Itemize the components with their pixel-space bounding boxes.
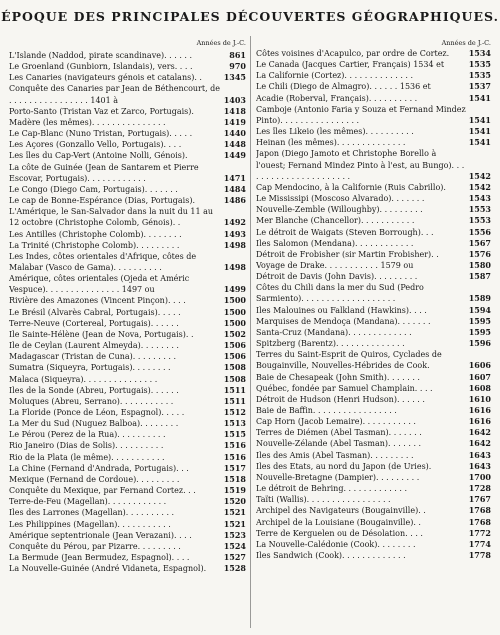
discovery-year: 1728 bbox=[468, 483, 491, 494]
discovery-text: Marquises de Mendoça (Mandana). . . . . . . bbox=[256, 316, 431, 326]
discovery-text: Iles Sandwich (Cook). . . . . . . . . . . . . bbox=[256, 551, 406, 561]
discovery-year: 1768 bbox=[468, 516, 491, 527]
column-divider bbox=[250, 36, 251, 628]
discovery-text: Le Brésil (Alvarès Cabral, Portugais). . . . . bbox=[9, 307, 181, 317]
discovery-text: Ile Sainte-Hélène (Jean de Nova, Portugais). . bbox=[9, 329, 194, 339]
discovery-year: 1778 bbox=[468, 550, 491, 561]
discovery-entry bbox=[256, 539, 491, 550]
discovery-year: 1700 bbox=[468, 471, 491, 482]
discovery-entry bbox=[256, 70, 491, 81]
discovery-entry bbox=[9, 251, 246, 273]
discovery-year: 1606 bbox=[468, 360, 491, 371]
discovery-text: Heinan (les mêmes). . . . . . . . . . . . . . bbox=[256, 138, 406, 148]
discovery-year: 1520 bbox=[223, 496, 246, 507]
discovery-entry bbox=[9, 139, 246, 150]
discovery-entry bbox=[256, 505, 491, 516]
discovery-text: Baie de Baffin. . . . . . . . . . . . . . . . . bbox=[256, 406, 397, 415]
discovery-year: 1527 bbox=[223, 552, 246, 563]
discovery-entry bbox=[256, 282, 491, 304]
discovery-text: Nouvelle-Zemble (Willoughby). . . . . . . . . bbox=[256, 205, 423, 215]
discovery-entry bbox=[9, 429, 246, 440]
discovery-year: 1523 bbox=[223, 529, 246, 540]
discovery-entry bbox=[256, 93, 491, 104]
discovery-text: Les îles du Cap-Vert (Antoine Nolli, Génois). bbox=[9, 151, 188, 161]
discovery-entry bbox=[9, 507, 246, 518]
right-column-header: Années de J.-C. bbox=[441, 39, 491, 47]
discovery-text: Iles de la Sonde (Abreu, Portugais). . . . . . bbox=[9, 385, 179, 395]
discovery-year: 1498 bbox=[223, 239, 246, 250]
discovery-year: 1419 bbox=[223, 116, 246, 127]
discovery-year: 1418 bbox=[223, 105, 246, 116]
discovery-year: 1541 bbox=[468, 126, 491, 137]
discovery-entry bbox=[256, 182, 491, 193]
discovery-text: Amérique septentrionale (Jean Verazani). . . . bbox=[9, 530, 192, 540]
discovery-entry bbox=[9, 295, 246, 306]
discovery-text: Madère (les mêmes). . . . . . . . . . . . . . . bbox=[9, 117, 166, 127]
discovery-text: Japon (Diego Jamoto et Christophe Borello à l'ouest; Fernand Mindez Pinto à l'est, au Bungo). . . . . . . . . . . . . . . . . . . . . . bbox=[256, 149, 465, 181]
discovery-year: 1643 bbox=[468, 460, 491, 471]
discovery-text: Taïti (Wallis). . . . . . . . . . . . . . . . . bbox=[256, 495, 391, 505]
discovery-entry bbox=[9, 195, 246, 206]
discovery-year: 1493 bbox=[223, 228, 246, 239]
discovery-year: 1541 bbox=[468, 114, 491, 125]
discovery-entry bbox=[256, 528, 491, 539]
discovery-year: 1587 bbox=[468, 271, 491, 282]
discovery-entry bbox=[256, 427, 491, 438]
discovery-year: 1535 bbox=[468, 70, 491, 81]
discovery-year: 1484 bbox=[223, 183, 246, 194]
discovery-text: Le détroit de Behring. . . . . . . . . . . . . bbox=[256, 484, 408, 494]
discovery-entry bbox=[256, 137, 491, 148]
discovery-entry bbox=[256, 215, 491, 226]
discovery-text: Côtes voisines d'Acapulco, par ordre de Cortez. bbox=[256, 49, 450, 58]
discovery-entry bbox=[256, 238, 491, 249]
discovery-year: 1553 bbox=[468, 204, 491, 215]
discovery-entry bbox=[256, 316, 491, 327]
discovery-year: 1774 bbox=[468, 538, 491, 549]
discovery-text: Le Canada (Jacques Cartier, Français) 1534 et bbox=[256, 60, 445, 70]
discovery-entry bbox=[9, 50, 246, 61]
discovery-year: 1541 bbox=[468, 137, 491, 148]
discovery-text: La Floride (Ponce de Léon, Espagnol). . . . . bbox=[9, 408, 185, 417]
discovery-year: 1528 bbox=[223, 563, 246, 574]
discovery-text: Voyage de Drake. . . . . . . . . . . 1579 ou bbox=[256, 260, 414, 270]
discovery-year: 1642 bbox=[468, 438, 491, 449]
discovery-text: Terre-de-Feu (Magellan). . . . . . . . . . . . bbox=[9, 497, 167, 507]
discovery-entry bbox=[256, 260, 491, 271]
discovery-text: La Chine (Fernand d'Andrada, Portugais). . . bbox=[9, 463, 189, 473]
discovery-text: Les Canaries (navigateurs génois et catalans). . bbox=[9, 73, 202, 83]
discovery-year: 1607 bbox=[468, 371, 491, 382]
discovery-entry bbox=[9, 530, 246, 541]
discovery-text: Baie de Chesapeak (John Smith). . . . . . . bbox=[256, 372, 420, 382]
discovery-text: La Trinité (Christophe Colomb). . . . . . . . . bbox=[9, 240, 180, 250]
discovery-entry bbox=[9, 240, 246, 251]
discovery-text: Québec, fondée par Samuel Champlain. . . . bbox=[256, 383, 433, 393]
discovery-year: 1517 bbox=[223, 462, 246, 473]
discovery-entry bbox=[9, 273, 246, 295]
discovery-entry bbox=[256, 461, 491, 472]
discovery-entry bbox=[256, 48, 491, 59]
discovery-year: 1449 bbox=[223, 150, 246, 161]
discovery-year: 970 bbox=[229, 61, 246, 72]
discovery-year: 1511 bbox=[223, 384, 246, 395]
discovery-text: Le Mississipi (Moscoso Alvarado). . . . . . . bbox=[256, 194, 425, 204]
discovery-year: 1567 bbox=[468, 237, 491, 248]
discovery-text: Terres du Saint-Esprit de Quiros, Cyclades de Bougainville, Nouvelles-Hébrides de Cook. bbox=[256, 350, 442, 371]
discovery-entry bbox=[9, 351, 246, 362]
discovery-entry bbox=[256, 193, 491, 204]
discovery-entry bbox=[9, 72, 246, 83]
discovery-entry bbox=[9, 452, 246, 463]
discovery-text: Les Indes, côtes orientales d'Afrique, côtes de Malabar (Vasco de Gama). . . . . . . . . . bbox=[9, 251, 197, 272]
discovery-entry bbox=[9, 418, 246, 429]
discovery-year: 1535 bbox=[468, 59, 491, 70]
discovery-text: Iles des Larrones (Magellan). . . . . . . . . . bbox=[9, 508, 175, 518]
right-column bbox=[256, 39, 491, 561]
discovery-text: Le Pérou (Perez de la Rua). . . . . . . . . . bbox=[9, 430, 166, 440]
discovery-text: Amérique, côtes orientales (Ojeda et Améric Vespuce). . . . . . . . . . . . . . . 1497 ou bbox=[9, 274, 190, 295]
discovery-text: L'Islande (Naddod, pirate scandinave). . . . . . bbox=[9, 51, 193, 60]
discovery-text: Archipel des Navigateurs (Bougainville). . bbox=[256, 506, 426, 516]
discovery-text: Les Philippines (Magellan). . . . . . . . . . . bbox=[9, 519, 171, 529]
discovery-text: Malaca (Siqueyra). . . . . . . . . . . . . . . bbox=[9, 374, 158, 384]
discovery-entry bbox=[256, 249, 491, 260]
discovery-text: Cap Mendocino, à la Californie (Ruis Cabrillo). bbox=[256, 182, 446, 192]
discovery-year: 1642 bbox=[468, 427, 491, 438]
discovery-year: 1492 bbox=[223, 217, 246, 228]
discovery-entry bbox=[9, 519, 246, 530]
discovery-entry bbox=[9, 307, 246, 318]
discovery-year: 1508 bbox=[223, 373, 246, 384]
discovery-year: 1595 bbox=[468, 315, 491, 326]
discovery-text: Conquête des Canaries par Jean de Béthencourt, de . . . . . . . . . . . . . . . . 1401 à bbox=[9, 84, 221, 105]
discovery-year: 1596 bbox=[468, 338, 491, 349]
discovery-year: 1589 bbox=[468, 293, 491, 304]
discovery-text: La Nouvelle-Guinée (André Vidaneta, Espagnol). bbox=[9, 564, 207, 574]
discovery-entry bbox=[256, 394, 491, 405]
discovery-entry bbox=[9, 374, 246, 385]
discovery-year: 1767 bbox=[468, 494, 491, 505]
discovery-entry bbox=[256, 305, 491, 316]
discovery-year: 1498 bbox=[223, 261, 246, 272]
discovery-year: 1594 bbox=[468, 304, 491, 315]
discovery-text: Ile de Ceylan (Laurent Almeyda). . . . . . . . bbox=[9, 341, 179, 351]
discovery-text: Rivière des Amazones (Vincent Pinçon). . . . bbox=[9, 296, 186, 306]
discovery-text: Mer Blanche (Chancellor). . . . . . . . . . . bbox=[256, 216, 415, 226]
discovery-text: Iles des Etats, au nord du Japon (de Uries). bbox=[256, 461, 432, 471]
discovery-entry bbox=[9, 396, 246, 407]
discovery-text: Terre de Kerguelen ou de Désolation. . . . bbox=[256, 528, 423, 538]
discovery-entry bbox=[256, 338, 491, 349]
discovery-entry bbox=[9, 128, 246, 139]
discovery-entry bbox=[9, 83, 246, 105]
discovery-year: 1580 bbox=[468, 259, 491, 270]
page-title: ÉPOQUE DES PRINCIPALES DÉCOUVERTES GÉOGRAPHIQUES. bbox=[1, 9, 499, 24]
discovery-year: 1553 bbox=[468, 215, 491, 226]
discovery-text: Iles des Amis (Abel Tasman). . . . . . . . . bbox=[256, 450, 414, 460]
discovery-year: 1772 bbox=[468, 527, 491, 538]
discovery-year: 1521 bbox=[223, 518, 246, 529]
discovery-year: 1345 bbox=[223, 72, 246, 83]
discovery-text: La Mer du Sud (Nuguez Balboa). . . . . . . . bbox=[9, 419, 179, 429]
discovery-year: 1768 bbox=[468, 505, 491, 516]
discovery-text: L'Amérique, le San-Salvador dans la nuit du 11 au 12 octobre (Christophe Colomb, Génois). . bbox=[9, 207, 214, 228]
discovery-year: 1516 bbox=[223, 440, 246, 451]
discovery-entry bbox=[9, 463, 246, 474]
discovery-text: Détroit de Hudson (Henri Hudson). . . . . . bbox=[256, 394, 425, 404]
discovery-text: Rio Janeiro (Dias de Solis). . . . . . . . . . bbox=[9, 441, 164, 451]
discovery-entry bbox=[9, 340, 246, 351]
left-column bbox=[9, 38, 246, 574]
left-column-header: Années de J.-C. bbox=[196, 39, 246, 47]
discovery-entry bbox=[256, 227, 491, 238]
discovery-text: Archipel de la Louisiane (Bougainville). . bbox=[256, 517, 421, 527]
discovery-year: 1502 bbox=[223, 328, 246, 339]
discovery-entry bbox=[256, 450, 491, 461]
discovery-text: Conquête du Mexique, par Fernand Cortez. . . bbox=[9, 486, 196, 496]
discovery-year: 1500 bbox=[223, 295, 246, 306]
discovery-year: 1537 bbox=[468, 81, 491, 92]
discovery-text: Iles Malouines ou Falkland (Hawkins). . . . bbox=[256, 305, 427, 315]
discovery-year: 1513 bbox=[223, 418, 246, 429]
discovery-entry bbox=[9, 541, 246, 552]
discovery-entry bbox=[9, 117, 246, 128]
discovery-year: 1516 bbox=[223, 451, 246, 462]
discovery-year: 1521 bbox=[223, 507, 246, 518]
discovery-entry bbox=[256, 59, 491, 70]
discovery-entry bbox=[9, 206, 246, 228]
discovery-text: La Nouvelle-Calédonie (Cook). . . . . . . . bbox=[256, 539, 416, 549]
discovery-text: La Californie (Cortez). . . . . . . . . . . . . . bbox=[256, 71, 414, 81]
discovery-year: 1524 bbox=[223, 540, 246, 551]
discovery-year: 1511 bbox=[223, 395, 246, 406]
discovery-entry bbox=[256, 327, 491, 338]
discovery-year: 1576 bbox=[468, 248, 491, 259]
discovery-text: Sumatra (Siqueyra, Portugais). . . . . . . . bbox=[9, 363, 171, 373]
discovery-year: 1595 bbox=[468, 326, 491, 337]
discovery-text: Terre-Neuve (Cortereal, Portugais). . . . . . bbox=[9, 318, 179, 328]
discovery-year: 1403 bbox=[223, 94, 246, 105]
discovery-year: 1616 bbox=[468, 416, 491, 427]
discovery-text: Le Congo (Diego Cam, Portugais). . . . . . . bbox=[9, 184, 178, 194]
discovery-entry bbox=[9, 318, 246, 329]
discovery-text: Santa-Cruz (Mandana). . . . . . . . . . . . . bbox=[256, 327, 412, 337]
discovery-year: 1508 bbox=[223, 362, 246, 373]
discovery-entry bbox=[9, 61, 246, 72]
discovery-entry bbox=[9, 229, 246, 240]
discovery-text: Terres de Diémen (Abel Tasman). . . . . . . bbox=[256, 428, 422, 438]
discovery-entry bbox=[9, 563, 246, 574]
discovery-text: Le Groenland (Gunbiorn, Islandais), vers. . . . bbox=[9, 62, 193, 72]
discovery-year: 1534 bbox=[468, 48, 491, 58]
discovery-year: 1608 bbox=[468, 382, 491, 393]
right-discovery-list bbox=[256, 48, 491, 561]
left-discovery-list bbox=[9, 50, 246, 574]
discovery-entry bbox=[9, 485, 246, 496]
discovery-text: Acadie (Roberval, Français). . . . . . . . . . bbox=[256, 93, 418, 103]
discovery-text: Porto-Santo (Tristan Vaz et Zarco, Portugais). bbox=[9, 106, 194, 116]
discovery-text: Côtes du Chili dans la mer du Sud (Pedro Sarmiento). . . . . . . . . . . . . . . . . . . bbox=[256, 283, 424, 304]
discovery-entry bbox=[256, 349, 491, 371]
discovery-year: 1506 bbox=[223, 340, 246, 351]
discovery-text: Moluques (Abreu, Serrano). . . . . . . . . . . bbox=[9, 396, 174, 406]
discovery-text: Les Antilles (Christophe Colomb). . . . . . . . bbox=[9, 229, 182, 239]
discovery-text: Mexique (Fernand de Cordoue). . . . . . . . . bbox=[9, 474, 180, 484]
discovery-entry bbox=[256, 81, 491, 92]
discovery-entry bbox=[256, 483, 491, 494]
discovery-year: 1440 bbox=[223, 128, 246, 139]
discovery-text: Nouvelle-Bretagne (Dampier). . . . . . . . . bbox=[256, 472, 420, 482]
discovery-entry bbox=[256, 148, 491, 181]
discovery-entry bbox=[256, 271, 491, 282]
discovery-text: Nouvelle-Zélande (Abel Tasman). . . . . . . bbox=[256, 439, 422, 449]
discovery-year: 1486 bbox=[223, 195, 246, 206]
discovery-year: 1512 bbox=[223, 407, 246, 417]
discovery-text: Spitzberg (Barentz). . . . . . . . . . . . . . bbox=[256, 339, 405, 349]
discovery-year: 1506 bbox=[223, 351, 246, 362]
discovery-text: La Bermude (Jean Bermudez, Espagnol). . . . bbox=[9, 553, 190, 563]
discovery-entry bbox=[9, 496, 246, 507]
discovery-year: 1616 bbox=[468, 405, 491, 415]
discovery-text: Conquête du Pérou, par Pizarre. . . . . . . . . bbox=[9, 541, 181, 551]
discovery-year: 1643 bbox=[468, 449, 491, 460]
discovery-entry bbox=[256, 204, 491, 215]
discovery-year: 1518 bbox=[223, 473, 246, 484]
discovery-entry bbox=[256, 494, 491, 505]
discovery-year: 1500 bbox=[223, 317, 246, 328]
discovery-year: 1515 bbox=[223, 429, 246, 440]
discovery-year: 1448 bbox=[223, 139, 246, 150]
discovery-entry bbox=[9, 474, 246, 485]
discovery-text: La côte de Guinée (Jean de Santarem et Pierre Escovar, Portugais). . . . . . . . . . . . bbox=[9, 162, 199, 183]
discovery-entry bbox=[9, 150, 246, 161]
discovery-entry bbox=[9, 407, 246, 418]
discovery-year: 1499 bbox=[223, 284, 246, 295]
discovery-entry bbox=[9, 184, 246, 195]
discovery-text: Madagascar (Tristan de Cuna). . . . . . . . . bbox=[9, 352, 177, 362]
discovery-text: Détroit de Davis (John Davis). . . . . . . . . bbox=[256, 272, 418, 282]
discovery-text: Iles Salomon (Mendana). . . . . . . . . . . . bbox=[256, 238, 414, 248]
discovery-year: 1471 bbox=[223, 172, 246, 183]
discovery-year: 1519 bbox=[223, 485, 246, 496]
discovery-entry bbox=[9, 162, 246, 184]
discovery-year: 1610 bbox=[468, 393, 491, 404]
discovery-year: 1500 bbox=[223, 306, 246, 317]
discovery-entry bbox=[9, 385, 246, 396]
discovery-entry bbox=[9, 440, 246, 451]
discovery-text: Le Cap-Blanc (Nuno Tristan, Portugais). . . . . bbox=[9, 129, 193, 139]
discovery-year: 1542 bbox=[468, 181, 491, 192]
discovery-entry bbox=[256, 405, 491, 416]
discovery-entry bbox=[9, 552, 246, 563]
discovery-entry bbox=[256, 550, 491, 561]
discovery-text: Détroit de Frobisher (sir Martin Frobisher). . bbox=[256, 249, 439, 259]
discovery-year: 861 bbox=[229, 50, 246, 60]
discovery-entry bbox=[9, 362, 246, 373]
discovery-text: Cap Horn (Jacob Lemaire). . . . . . . . . . . bbox=[256, 417, 416, 427]
discovery-text: Les Açores (Gonzallo Vello, Portugais). . . . bbox=[9, 140, 182, 150]
discovery-text: Les îles Likeio (les mêmes). . . . . . . . . . bbox=[256, 127, 414, 137]
discovery-entry bbox=[256, 472, 491, 483]
discovery-year: 1542 bbox=[468, 170, 491, 181]
discovery-entry bbox=[256, 416, 491, 427]
discovery-text: Camboje (Antonio Faria y Souza et Fernand Mindez Pinto). . . . . . . . . . . . . . . . bbox=[256, 104, 466, 125]
discovery-year: 1543 bbox=[468, 193, 491, 204]
discovery-year: 1556 bbox=[468, 226, 491, 237]
discovery-text: Le détroit de Waigats (Steven Borrough). . . bbox=[256, 227, 434, 237]
discovery-text: Rio de la Plata (le même). . . . . . . . . . . bbox=[9, 452, 165, 462]
discovery-entry bbox=[256, 438, 491, 449]
discovery-entry bbox=[9, 329, 246, 340]
discovery-entry bbox=[256, 372, 491, 383]
discovery-entry bbox=[9, 106, 246, 117]
discovery-year: 1541 bbox=[468, 92, 491, 103]
discovery-text: Le Chili (Diego de Almagro). . . . . . 1536 et bbox=[256, 82, 431, 92]
discovery-entry bbox=[256, 126, 491, 137]
discovery-entry bbox=[256, 517, 491, 528]
discovery-entry bbox=[256, 383, 491, 394]
discovery-entry bbox=[256, 104, 491, 126]
discovery-text: Le cap de Bonne-Espérance (Dias, Portugais). bbox=[9, 196, 195, 206]
